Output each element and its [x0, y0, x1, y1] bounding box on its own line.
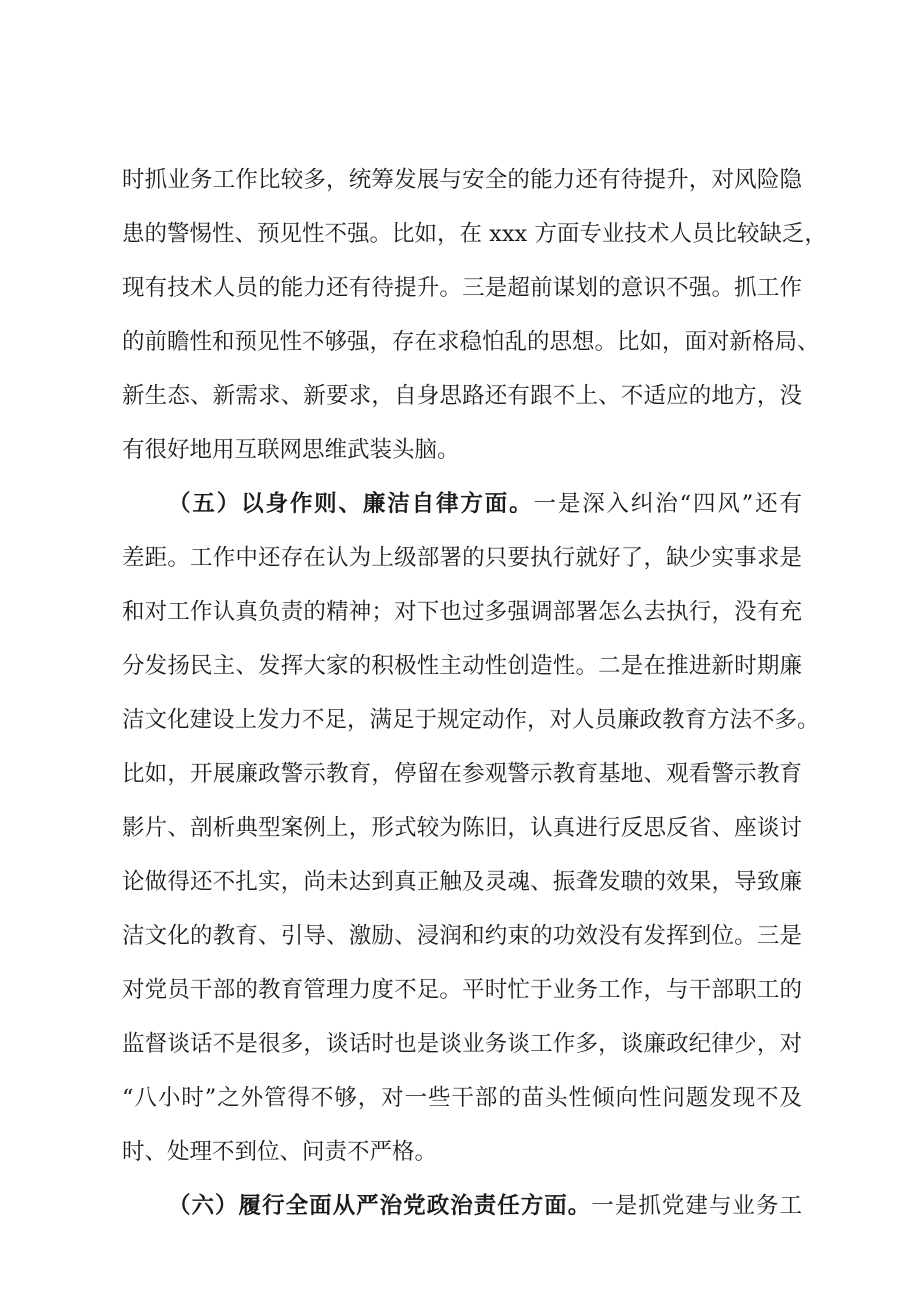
text-line: 洁文化的教育、引导、激励、浸润和约束的功效没有发挥到位。三是 [122, 923, 802, 949]
text-line: 新生态、新需求、新要求，自身思路还有跟不上、不适应的地方，没 [122, 383, 802, 409]
section-6-heading: （六）履行全面从严治党政治责任方面。 [168, 1193, 592, 1219]
text-line: 差距。工作中还存在认为上级部署的只要执行就好了，缺少实事求是 [122, 545, 802, 571]
section-6-first-line-text: 一是抓党建与业务工 [591, 1193, 802, 1219]
text-line: 时抓业务工作比较多，统筹发展与安全的能力还有待提升，对风险隐 [122, 167, 802, 193]
text-line: 患的警惕性、预见性不强。比如，在 xxx 方面专业技术人员比较缺乏， [122, 221, 827, 247]
text-line: 现有技术人员的能力还有待提升。三是超前谋划的意识不强。抓工作 [122, 275, 802, 301]
section-5-first-line-text: 一是深入纠治“四风”还有 [533, 491, 802, 517]
text-line: 有很好地用互联网思维武装头脑。 [122, 437, 460, 463]
text-line: 时、处理不到位、问责不严格。 [122, 1139, 438, 1165]
text-line: 论做得还不扎实，尚未达到真正触及灵魂、振聋发聩的效果，导致廉 [122, 869, 802, 895]
section-5-heading: （五）以身作则、廉洁自律方面。 [168, 491, 534, 517]
section-5-first-line [168, 484, 802, 524]
text-line: 影片、剖析典型案例上，形式较为陈旧，认真进行反思反省、座谈讨 [122, 815, 802, 841]
text-line: 和对工作认真负责的精神；对下也过多强调部署怎么去执行，没有充 [122, 599, 802, 625]
text-line: 对党员干部的教育管理力度不足。平时忙于业务工作，与干部职工的 [122, 977, 802, 1003]
text-line: 的前瞻性和预见性不够强，存在求稳怕乱的思想。比如，面对新格局、 [122, 329, 820, 355]
text-line: 比如，开展廉政警示教育，停留在参观警示教育基地、观看警示教育 [122, 761, 802, 787]
text-line: 监督谈话不是很多，谈话时也是谈业务谈工作多，谈廉政纪律少，对 [122, 1031, 802, 1057]
text-line: 洁文化建设上发力不足，满足于规定动作，对人员廉政教育方法不多。 [122, 707, 820, 733]
text-line: “八小时”之外管得不够，对一些干部的苗头性倾向性问题发现不及 [122, 1085, 802, 1111]
section-6-first-line [168, 1186, 802, 1226]
text-line: 分发扬民主、发挥大家的积极性主动性创造性。二是在推进新时期廉 [122, 653, 802, 679]
